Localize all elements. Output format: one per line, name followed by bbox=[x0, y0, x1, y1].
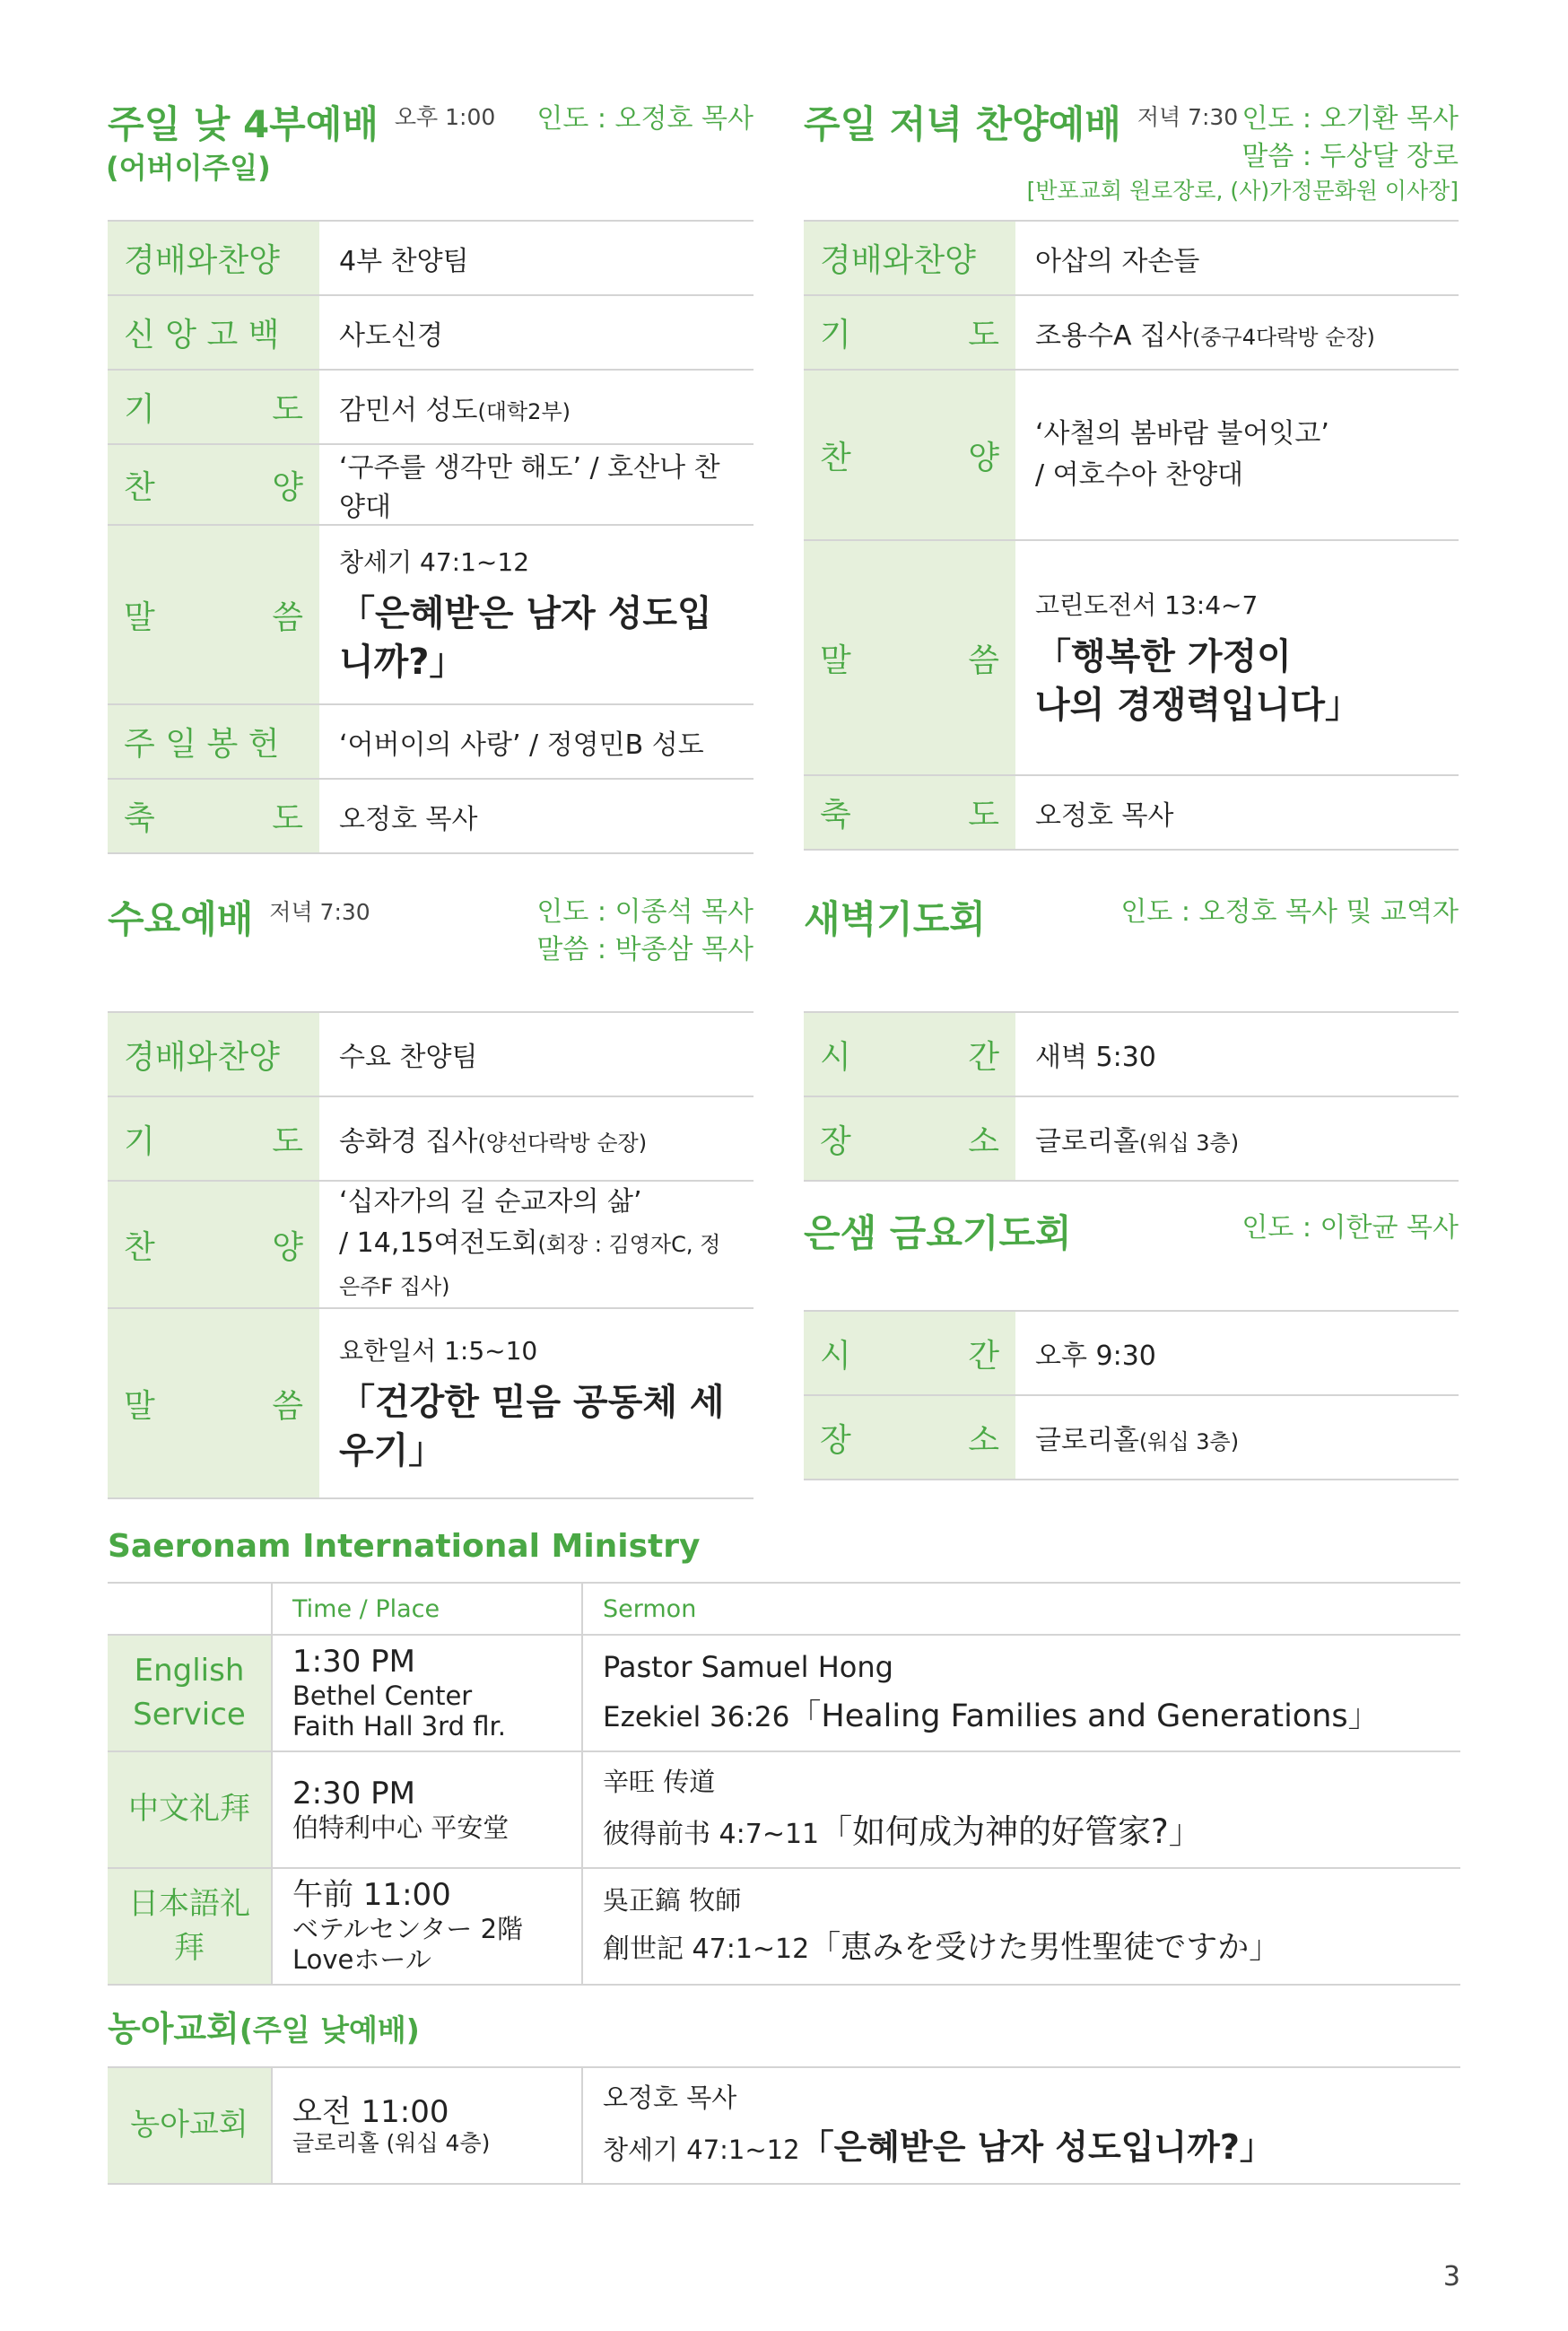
row-value: 4부 찬양팀 bbox=[319, 221, 754, 295]
intl-title: Saeronam International Ministry bbox=[108, 1528, 701, 1565]
row-value: 글로리홀(워십 3층) bbox=[1015, 1395, 1459, 1480]
row-value: 새벽 5:30 bbox=[1015, 1012, 1459, 1096]
wed-title-text: 수요예배 bbox=[108, 897, 254, 941]
header-sermon: Sermon bbox=[582, 1583, 1460, 1635]
wed-leader: 인도 : 이종석 목사 bbox=[536, 896, 754, 928]
wed-leader-block bbox=[536, 894, 754, 969]
sun4-table bbox=[108, 220, 754, 854]
wed-table bbox=[108, 1011, 754, 1499]
row-label: 찬 양 bbox=[108, 1181, 319, 1308]
sermon-cell: Pastor Samuel Hong Ezekiel 36:26「Healing Families and Generations」 bbox=[582, 1635, 1460, 1751]
row-label: 장 소 bbox=[804, 1096, 1015, 1181]
sermon-title: 「행복한 가정이 나의 경쟁력입니다」 bbox=[1035, 636, 1362, 726]
scripture-ref: 고린도전서 13:4~7 bbox=[1035, 590, 1259, 620]
time-place-cell: 2:30 PM 伯特利中心 平安堂 bbox=[272, 1751, 582, 1868]
sunEve-preacher-note: [반포교회 원로장로, (사)가정문화원 이사장] bbox=[1026, 178, 1459, 204]
sun4-title bbox=[108, 102, 496, 146]
deaf-table bbox=[108, 2066, 1460, 2185]
row-value: 오후 9:30 bbox=[1015, 1311, 1459, 1395]
scripture-ref: 요한일서 1:5~10 bbox=[339, 1336, 538, 1366]
intl-label-english: English Service bbox=[108, 1635, 272, 1751]
row-value: 아삽의 자손들 bbox=[1015, 221, 1459, 295]
intl-header-blank bbox=[108, 1583, 272, 1635]
row-label: 경배와찬양 bbox=[804, 221, 1015, 295]
row-value: 수요 찬양팀 bbox=[319, 1012, 754, 1096]
sermon-cell: 吳正鎬 牧師 創世記 47:1~12「恵みを受けた男性聖徒ですか」 bbox=[582, 1868, 1460, 1985]
row-value: 사도신경 bbox=[319, 295, 754, 370]
dawn-title: 새벽기도회 bbox=[804, 897, 986, 941]
row-label: 기 도 bbox=[108, 1096, 319, 1181]
fri-leader: 인도 : 이한균 목사 bbox=[1241, 1212, 1459, 1244]
dawn-leader: 인도 : 오정호 목사 및 교역자 bbox=[1120, 896, 1459, 928]
row-label: 경배와찬양 bbox=[108, 1012, 319, 1096]
row-label: 장 소 bbox=[804, 1395, 1015, 1480]
sun4-time: 오후 1:00 bbox=[394, 104, 496, 130]
sermon-cell: 오정호 목사 창세기 47:1~12「은혜받은 남자 성도입니까?」 bbox=[582, 2067, 1460, 2184]
row-value: 감민서 성도(대학2부) bbox=[319, 370, 754, 444]
row-label: 시 간 bbox=[804, 1311, 1015, 1395]
sun4-subtitle: (어버이주일) bbox=[106, 151, 271, 185]
sunEve-title-text: 주일 저녁 찬양예배 bbox=[804, 102, 1121, 146]
row-label: 축 도 bbox=[804, 775, 1015, 850]
row-value: ‘어버이의 사랑’ / 정영민B 성도 bbox=[319, 704, 754, 779]
row-label: 말 씀 bbox=[108, 1308, 319, 1498]
wed-time: 저녁 7:30 bbox=[269, 899, 370, 925]
row-value: ‘십자가의 길 순교자의 삶’ / 14,15여전도회(회장 : 김영자C, 정은주F 집사) bbox=[319, 1181, 754, 1308]
sun4-leader: 인도 : 오정호 목사 bbox=[536, 103, 754, 135]
row-label: 신 앙 고 백 bbox=[108, 295, 319, 370]
row-value: 글로리홀(워십 3층) bbox=[1015, 1096, 1459, 1181]
time-place-cell: 오전 11:00 글로리홀 (워십 4층) bbox=[272, 2067, 582, 2184]
row-label: 찬 양 bbox=[108, 444, 319, 525]
row-label: 축 도 bbox=[108, 779, 319, 853]
sun4-title-text: 주일 낮 4부예배 bbox=[108, 102, 379, 146]
sermon-title: 「은혜받은 남자 성도입니까?」 bbox=[339, 593, 712, 683]
row-label: 기 도 bbox=[108, 370, 319, 444]
intl-table bbox=[108, 1582, 1460, 1986]
row-label: 기 도 bbox=[804, 295, 1015, 370]
scripture-ref: 창세기 47:1~12 bbox=[339, 547, 530, 577]
row-label: 찬 양 bbox=[804, 370, 1015, 540]
row-label: 경배와찬양 bbox=[108, 221, 319, 295]
sunEve-leader: 인도 : 오기환 목사 bbox=[1241, 103, 1459, 135]
row-value: 송화경 집사(양선다락방 순장) bbox=[319, 1096, 754, 1181]
row-label: 시 간 bbox=[804, 1012, 1015, 1096]
row-value: ‘구주를 생각만 해도’ / 호산나 찬양대 bbox=[319, 444, 754, 525]
sermon-cell bbox=[319, 525, 754, 704]
sermon-title: 「건강한 믿음 공동체 세우기」 bbox=[339, 1382, 725, 1471]
sunEve-preacher: 말씀 : 두상달 장로 bbox=[1241, 141, 1459, 172]
fri-title: 은샘 금요기도회 bbox=[804, 1211, 1072, 1255]
row-value: 오정호 목사 bbox=[319, 779, 754, 853]
fri-table bbox=[804, 1310, 1459, 1480]
sunEve-time: 저녁 7:30 bbox=[1137, 104, 1239, 130]
sermon-cell bbox=[319, 1308, 754, 1498]
intl-label-japanese: 日本語礼拜 bbox=[108, 1868, 272, 1985]
dawn-table bbox=[804, 1011, 1459, 1182]
intl-label-chinese: 中文礼拜 bbox=[108, 1751, 272, 1868]
wed-title bbox=[108, 897, 370, 941]
row-label: 말 씀 bbox=[108, 525, 319, 704]
row-value: 오정호 목사 bbox=[1015, 775, 1459, 850]
row-value: 조용수A 집사(중구4다락방 순장) bbox=[1015, 295, 1459, 370]
row-label: 주 일 봉 헌 bbox=[108, 704, 319, 779]
row-label: 말 씀 bbox=[804, 540, 1015, 775]
sunEve-table bbox=[804, 220, 1459, 851]
sunEve-leader-block bbox=[1027, 100, 1459, 206]
page-number: 3 bbox=[1442, 2261, 1460, 2292]
wed-preacher: 말씀 : 박종삼 목사 bbox=[536, 934, 754, 965]
time-place-cell: 午前 11:00 ベテルセンター 2階 Loveホール bbox=[272, 1868, 582, 1985]
time-place-cell: 1:30 PM Bethel Center Faith Hall 3rd flr. bbox=[272, 1635, 582, 1751]
sermon-cell: 辛旺 传道 彼得前书 4:7~11「如何成为神的好管家?」 bbox=[582, 1751, 1460, 1868]
deaf-title: 농아교회(주일 낮예배) bbox=[108, 2009, 420, 2048]
deaf-label: 농아교회 bbox=[108, 2067, 272, 2184]
row-value: ‘사철의 봄바람 불어잇고’ / 여호수아 찬양대 bbox=[1015, 370, 1459, 540]
sermon-cell bbox=[1015, 540, 1459, 775]
header-time-place: Time / Place bbox=[272, 1583, 582, 1635]
